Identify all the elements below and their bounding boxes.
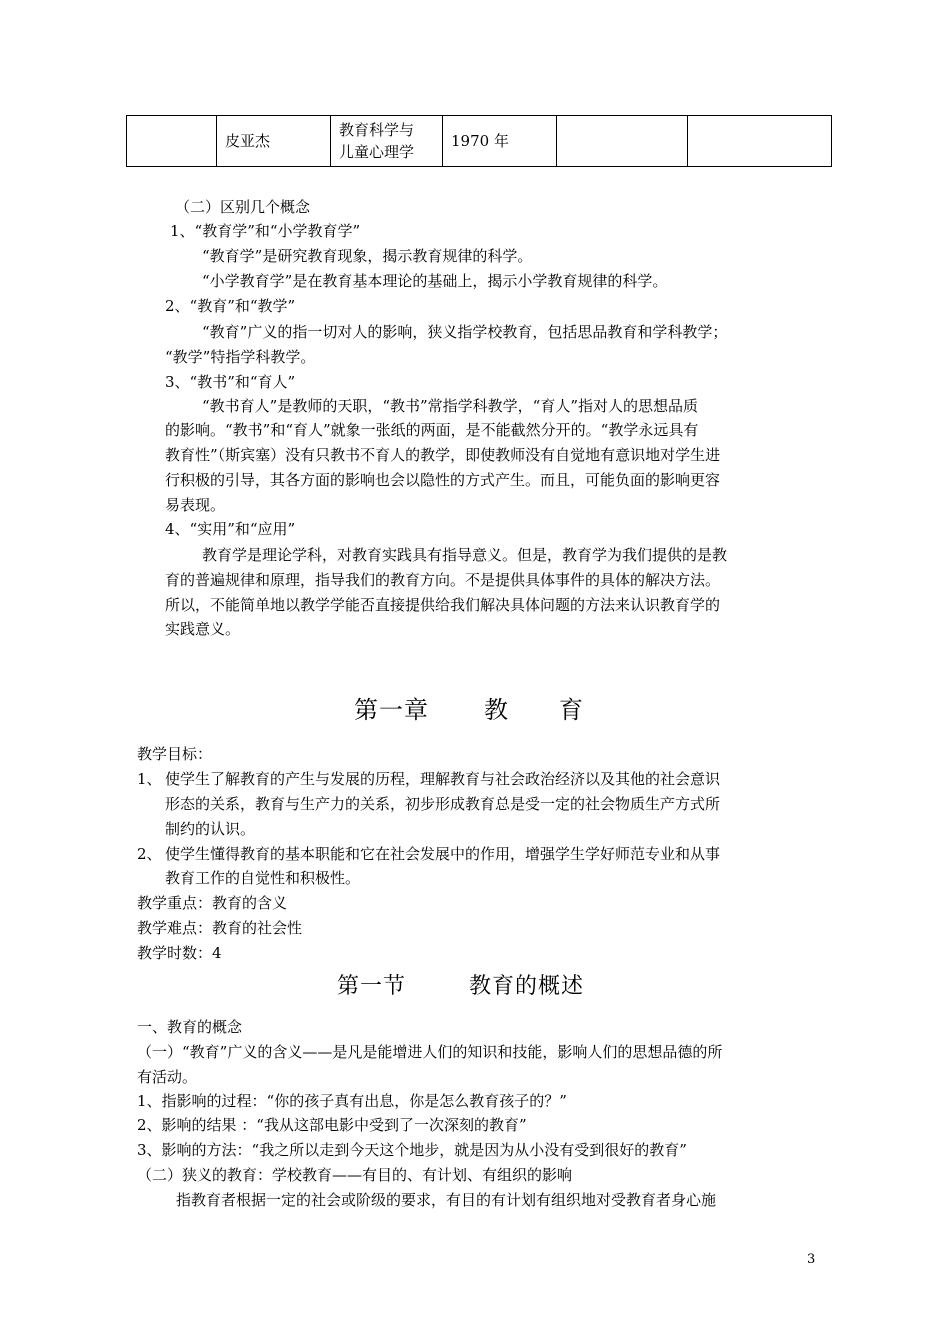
section-number: 第一节	[337, 974, 407, 999]
concept-3-title: 3、“教书”和“育人”	[165, 373, 296, 391]
chapter-title: 教 育	[484, 696, 584, 724]
goal-1-number: 1、	[137, 770, 162, 788]
table-cell-work	[331, 116, 443, 167]
concept-4-title: 4、“实用”和“应用”	[165, 520, 296, 538]
concept-2-text-2: “教学”特指学科教学。	[165, 348, 316, 366]
goal-2-text-2: 教育工作的自觉性和积极性。	[165, 869, 361, 887]
work-title-line1: 教育科学与	[339, 121, 415, 139]
body-line-3: 有活动。	[137, 1068, 198, 1086]
concept-1-text-2: “小学教育学”是在教育基本理论的基础上，揭示小学教育规律的科学。	[202, 272, 668, 290]
table-cell	[557, 116, 688, 167]
concept-4-text-4: 实践意义。	[165, 620, 241, 638]
body-line-4: 1、指影响的过程：“你的孩子真有出息，你是怎么教育孩子的？”	[137, 1092, 567, 1110]
goal-2-text-1: 使学生懂得教育的基本职能和它在社会发展中的作用，增强学生学好师范专业和从事	[165, 845, 721, 863]
concept-4-text-3: 所以，不能简单地以教学学能否直接提供给我们解决具体问题的方法来认识教育学的	[165, 596, 721, 614]
teaching-key-point: 教学重点：教育的含义	[137, 894, 288, 912]
table-cell-year: 1970 年	[443, 116, 557, 167]
goal-1-text-2: 形态的关系，教育与生产力的关系，初步形成教育总是受一定的社会物质生产方式所	[165, 795, 721, 813]
teaching-hours: 教学时数：4	[137, 944, 222, 962]
concept-1-text-1: “教育学”是研究教育现象，揭示教育规律的科学。	[202, 247, 533, 265]
body-line-1: 一、教育的概念	[137, 1018, 243, 1036]
goal-1-text-3: 制约的认识。	[165, 820, 256, 838]
table-cell	[688, 116, 832, 167]
table-row	[127, 116, 832, 167]
concepts-heading: （二）区别几个概念	[175, 198, 311, 216]
concept-4-text-2: 育的普遍规律和原理，指导我们的教育方向。不是提供具体事件的具体的解决方法。	[165, 571, 721, 589]
body-line-2: （一）“教育”广义的含义——是凡是能增进人们的知识和技能，影响人们的思想品德的所	[137, 1043, 723, 1061]
concept-3-text-2: 的影响。“教书”和“育人”就象一张纸的两面，是不能截然分开的。“教学永远具有	[165, 421, 699, 439]
goals-heading: 教学目标：	[137, 745, 213, 763]
concept-1-title: 1、“教育学”和“小学教育学”	[170, 222, 361, 240]
table-cell	[127, 116, 217, 167]
concept-3-text-1: “教书育人”是教师的天职，“教书”常指学科教学，“育人”指对人的思想品质	[202, 397, 699, 415]
concept-3-text-5: 易表现。	[165, 496, 226, 514]
body-line-7: （二）狭义的教育：学校教育——有目的、有计划、有组织的影响	[137, 1166, 573, 1184]
body-line-8: 指教育者根据一定的社会或阶级的要求，有目的有计划有组织地对受教育者身心施	[176, 1191, 717, 1209]
work-title-line2: 儿童心理学	[339, 143, 415, 161]
table-cell-author: 皮亚杰	[217, 116, 331, 167]
concept-3-text-3: 教育性”（斯宾塞）没有只教书不育人的教学，即使教师没有自觉地有意识地对学生进	[165, 446, 721, 464]
goal-1-text-1: 使学生了解教育的产生与发展的历程，理解教育与社会政治经济以及其他的社会意识	[165, 770, 721, 788]
concept-3-text-4: 行积极的引导，其各方面的影响也会以隐性的方式产生。而且，可能负面的影响更容	[165, 471, 721, 489]
teaching-difficulty: 教学难点：教育的社会性	[137, 919, 303, 937]
section-title: 教育的概述	[469, 974, 585, 999]
body-line-5: 2、影响的结果 ：“我从这部电影中受到了一次深刻的教育”	[137, 1116, 527, 1134]
body-line-6: 3、影响的方法：“我之所以走到今天这个地步，就是因为从小没有受到很好的教育”	[137, 1141, 687, 1159]
concept-2-text-1: “教育”广义的指一切对人的影响，狭义指学校教育，包括思品教育和学科教学；	[202, 323, 728, 341]
historical-works-table	[126, 115, 832, 167]
concept-2-title: 2、“教育”和“教学”	[165, 297, 296, 315]
goal-2-number: 2、	[137, 845, 162, 863]
concept-4-text-1: 教育学是理论学科，对教育实践具有指导意义。但是，教育学为我们提供的是教	[202, 546, 728, 564]
chapter-number: 第一章	[354, 696, 429, 724]
page-number: 3	[807, 1252, 816, 1267]
